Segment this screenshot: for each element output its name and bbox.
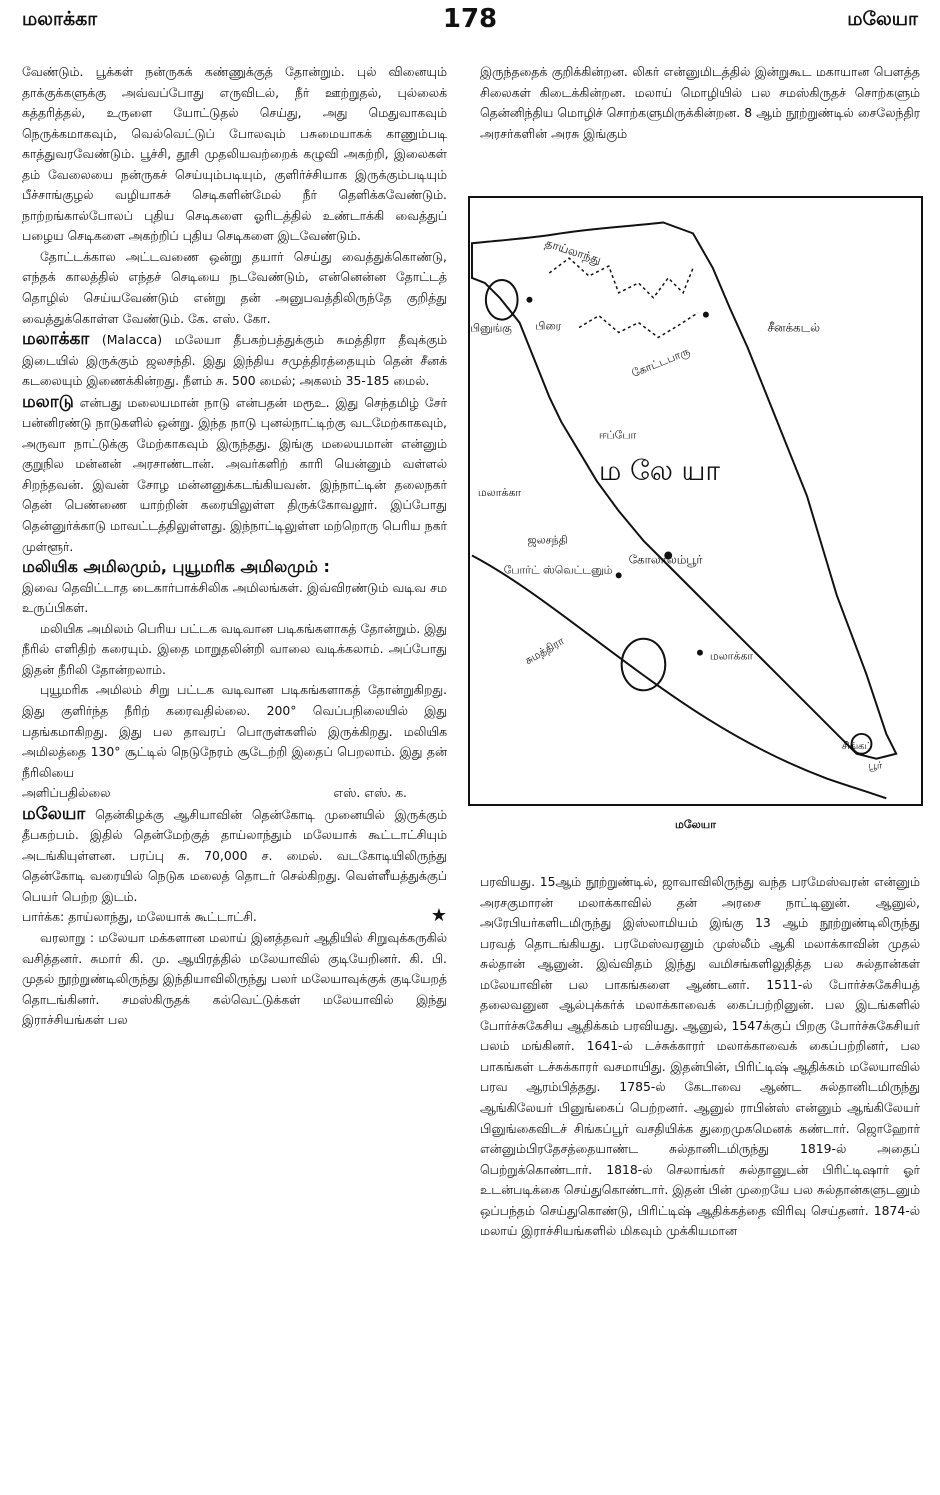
acids-paragraph-3: புயூமரிக அமிலம் சிறு பட்டக வடிவான படிகங்களாகத் தோன்றுகிறது. இது குளிர்ந்த நீரிற் கரைவதில்லை. 200° வெப்பநிலையில் இது பதங்கமாகிறது. இது பல தாவரப் பொருள்களில் இருக்கிறது. மலியிக அமிலத்தை 130° சூட்டில் நெடுநேரம் சூடேற்றி இதைப் பெறலாம். இது தன் நீரிலியை [22, 682, 447, 780]
map-label-port-swettenham: போர்ட் ஸ்வெட்டனும் [503, 563, 613, 577]
running-head-right: மலேயா [847, 8, 918, 30]
acids-signature-row [22, 783, 447, 804]
left-column [22, 62, 447, 1031]
garden-paragraph-2 [22, 247, 447, 329]
entry-malacca [22, 329, 447, 392]
map-label-south-china-sea: சீனக்கடல் [767, 320, 820, 335]
garden-paragraph-2-text: தோட்டக்கால அட்டவணை ஒன்று தயார் செய்து வைத்துக்கொண்டு, எந்தக் காலத்தில் எந்தச் செடியை நடவேண்டும், என்னென்ன தோட்டத் தொழில் செய்யவேண்டும் என்று தன் அனுபவத்திலிருந்தே குறித்து வைத்துக்கொள்ள வேண்டும். [22, 248, 447, 326]
entry-malaya [22, 804, 447, 908]
malacca-dot [697, 650, 703, 656]
map-label-strait: ஜலசந்தி [527, 533, 568, 547]
map-label-kuala-lumpur: கோலாலம்பூர் [628, 552, 703, 567]
running-head-left: மலாக்கா [22, 8, 98, 30]
kota-bharu-dot [703, 312, 709, 318]
map-label-thailand: தாய்லாந்து [543, 235, 604, 268]
entry-body-malaadu: என்பது மலையமான் நாடு என்பதன் மரூஉ. இது செந்தமிழ் சேர் பன்னிரண்டு நாடுகளில் ஒன்று. இந்த நாடு புனல்நாட்டிற்கு வடமேற்காகவும், அருவா நாட்டுக்கு மேற்காகவும் இருந்தது. இங்கு மலையமான் என்னும் குறுநில மன்னன் அரசாண்டான். அவர்களிற் காரி யென்னும் வள்ளல் சிறந்தவன். இவன் சோழ மன்னனுக்கடங்கியவன். இந்நாட்டின் தலைநகர் தென் பெண்ணை யாற்றின் கரையிலுள்ள திருக்கோவலூர். இப்போது தென்னுர்க்காடு மாவட்டத்திலுள்ளது. இந்நாட்டிலுள்ள மற்றொரு பெரிய நகர் முள்ளூர். [22, 394, 447, 554]
author-signature: கே. எஸ். கோ. [188, 310, 271, 326]
map-label-malacca-city: மலாக்கா [709, 649, 753, 663]
star-icon: ★ [430, 905, 447, 927]
acids-paragraph-1: இவை தெவிட்டாத டைகார்பாக்சிலிக அமிலங்கள். இவ்விரண்டும் வடிவ சம உருப்பிகள். [22, 579, 447, 616]
right-bottom-paragraph: பரவியது. 15ஆம் நூற்றுண்டில், ஜாவாவிலிருந்து வந்த பரமேஸ்வரன் என்னும் அரசகுமாரன் மலாக்காவில் தன் அரசை நாட்டினுன். ஆனுல், அரேபியர்களிடமிருந்து இஸ்லாமியம் இங்கு 13 ஆம் நூற்றுண்டிலிருந்து பரவத் தொடங்கியது. பரமேஸ்வரனும் முஸ்லீம் ஆகி மலாக்காவின் முதல் சுல்தான் ஆனுன். இவ்விதம் இந்து வமிசங்களிலுதித்த பல சுல்தான்கள் மலேயாவின் பல பாகங்களை ஆண்டனர். 1511-ல் போர்ச்சுகேசியத் தலைவனுன ஆல்புக்கர்க் மலாக்காவைக் கைப்பற்றினுன். பல இடங்களில் போர்ச்சுகேசிய ஆதிக்கம் பரவியது. ஆனுல், 1547க்குப் பிறகு போர்ச்சுகேசியர் பலம் மங்கினர். 1641-ல் டச்சுக்காரர் மலாக்காவைக் கைப்பற்றினர், பல பாகங்கள் டச்சுக்காரர் வசமாயிது. இதன்பின், பிரிட்டிஷ் ஆதிக்கம் மலேயாவில் பரவ ஆரம்பித்தது. 1785-ல் கேடாவை ஆண்ட சுல்தானிடமிருந்து ஆங்கிலேயர் பினுங்கைப் பெற்றனர். ஆனுல் ராபின்ஸ் என்னும் ஆங்கிலேயர் பினுங்கைவிடச் சிங்கப்பூர் வசதியிக்க துறைமுகமெனக் கண்டார். ஜொஹோர் என்னும்பிரதேசத்தையாண்ட சுல்தானிடமிருந்து 1819-ல் அதைப் பெற்றுக்கொண்டார். 1818-ல் செலாங்கர் சுல்தானுடன் பிரிட்டிஷார் ஓர் உடன்படிக்கை செய்துகொண்டார். இதன் பின் முறையே பல சுல்தான்களுடனும் ஒப்பந்தம் செய்துகொண்டு, பிரிட்டிஷ் ஆதிக்கத்தை விரிவு செய்தனர். 1874-ல் மலாய் இராச்சியங்களில் மிகவும் முக்கியமான [480, 874, 920, 1239]
garden-paragraph-1: வேண்டும். பூக்கள் நன்ருகக் கண்ணுக்குத் தோன்றும். புல் வினையும் தாக்குக்களுக்கு அவ்வப்போது எருவிடல், நீர் ஊற்றுதல், புல்லைக் கத்தரித்தல், உருளை யோட்டுதல் செய்து, அது மெதுவாகவும் நெருக்கமாகவும், வெல்வெட்டுப் போலவும் பசுமையாகக் காணும்படி காத்துவரவேண்டும். பூச்சி, தூசி முதலியவற்றைக் கழுவி அகற்றி, இலைகள் தம் வேலையை நன்ருகச் செய்யும்படியும், குளிர்ச்சியாக இருக்கும்படியும் பீச்சாங்குழல் வழியாகச் செடிகளின்மேல் நீர் தெளிக்கவேண்டும். நாற்றங்கால்போலப் புதிய செடிகளை ஓரிடத்தில் உண்டாக்கி வைத்துப் பழைய செடிகளை அகற்றிப் புதிய செடிகளை இடவேண்டும். [22, 64, 447, 244]
malaya-map [468, 196, 923, 806]
map-label-ipoh: ஈப்போ [598, 428, 637, 442]
see-also-text: பார்க்க: தாய்லாந்து, மலேயாக் கூட்டாட்சி. [22, 909, 257, 925]
acids-tail-text: அளிப்பதில்லை [22, 785, 111, 801]
map-caption: மலேயா [675, 818, 716, 831]
map-label-malacca-strait: மலாக்கா [477, 486, 522, 500]
entry-heading-malacca-english: (Malacca) [101, 332, 163, 348]
map-drawing [470, 198, 921, 804]
entry-heading-malacca: மலாக்கா [22, 329, 90, 350]
history-heading: வரலாறு : [40, 929, 95, 945]
map-label-malaya: ம லே யா [598, 454, 720, 488]
peninsula-coastline [472, 222, 896, 758]
map-label-sumatra: சுமத்திரா [522, 634, 567, 668]
thailand-border [549, 258, 693, 298]
entry-heading-malaya: மலேயா [22, 803, 86, 824]
malaya-see-also-row [22, 907, 447, 928]
right-column-top [480, 62, 920, 144]
map-label-singapore-1: சிங்கப் [841, 740, 872, 752]
entry-body-malaya: தென்கிழக்கு ஆசியாவின் தென்கோடி முனையில் இருக்கும் தீபகற்பம். இதில் தென்மேற்குத் தாய்லாந்தும் மலேயாக் கூட்டாட்சியும் அடங்கியுள்ளன. பரப்பு சு. 70,000 ச. மைல். வடகோடியிலிருந்து தென்கோடி வரையில் நெடுக மலைத் தொடர் செல்கிறது. வெள்ளீயத்துக்குப் பெயர் பெற்ற இடம். [22, 806, 447, 904]
state-border [579, 313, 698, 338]
right-top-paragraph: இருந்ததைக் குறிக்கின்றன. லிகர் என்னுமிடத்தில் இன்றுகூட மகாயான பௌத்த சிலைகள் கிடைக்கின்றன. மலாய் மொழியில் பல சமஸ்கிருதச் சொற்களும் தென்னிந்திய மொழிச் சொற்களுமிருக்கின்றன. 8 ஆம் நூற்றுண்டில் சைலேந்திர அரசர்களின் அரசு இங்கும் [480, 64, 920, 141]
page-number: 178 [442, 4, 498, 34]
port-swettenham-dot [616, 572, 622, 578]
entry-heading-malaadu: மலாடு [22, 391, 74, 412]
acids-paragraph-2: மலியிக அமிலம் பெரிய பட்டக வடிவான படிகங்களாகத் தோன்றும். இது நீரில் எளிதிற் கரையும். இதை மாறுதலின்றி வாலை வடிக்கலாம். அப்போது இதன் நீரிலி தோன்றலாம். [22, 620, 447, 677]
entry-heading-acids: மலியிக அமிலமும், புயூமரிக அமிலமும் : [22, 557, 330, 577]
entry-body-malacca: மலேயா தீபகற்பத்துக்கும் சுமத்திரா தீவுக்கும் இடையில் இருக்கும் ஜலசந்தி. இது இந்திய சமுத்திரத்தையும் தென் சீனக் கடலையும் இணைக்கின்றது. நீளம் சு. 500 மைல்; அகலம் 35-185 மைல். [22, 332, 447, 389]
sumatra-coastline [472, 556, 886, 799]
history-paragraph [22, 928, 447, 1031]
map-label-singapore-2: பூர் [868, 760, 883, 772]
right-column-bottom [480, 872, 920, 1242]
entry-malaadu [22, 392, 447, 557]
map-label-penang: பினுங்கு [470, 321, 512, 335]
perai-dot [526, 297, 532, 303]
history-body: மலேயா மக்களான மலாய் இனத்தவர் ஆதியில் சிறுவுக்கருகில் வசித்தனர். சுமார் கி. மு. ஆயிரத்தில் மலேயாவில் குடியேறினர். கி. பி. முதல் நூற்றுண்டிலிருந்து இந்தியாவிலிருந்து பலர் மலேயாவுக்குக் குடியேறத் தொடங்கினர். சமஸ்கிருதக் கல்வெட்டுக்கள் மலேயாவில் இந்து இராச்சியங்கள் பல [22, 929, 447, 1028]
acids-signature: எஸ். எஸ். க. [333, 785, 407, 801]
map-label-perai: பிரை [535, 319, 562, 333]
map-label-kota-bharu: கோட்டபாரு [629, 344, 692, 380]
